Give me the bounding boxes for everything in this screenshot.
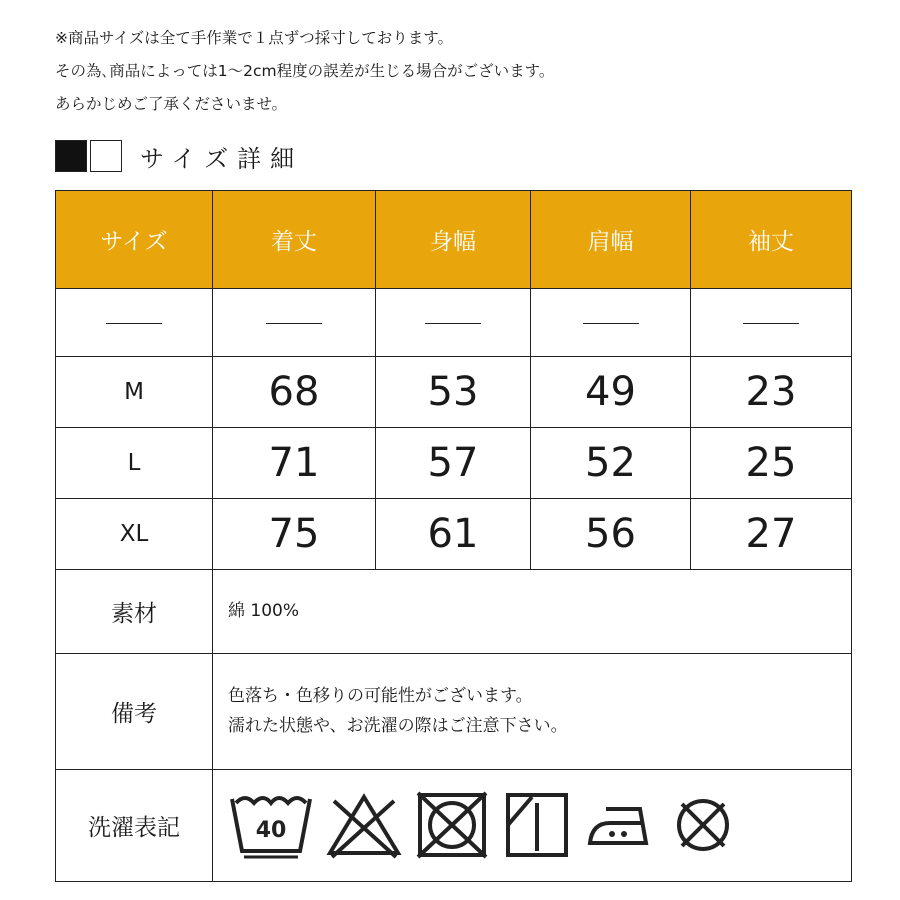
measure-value: 57: [376, 428, 531, 499]
measure-value: 27: [691, 498, 852, 569]
care-icons: [213, 789, 851, 861]
note-line: あらかじめご了承くださいませ。: [55, 95, 288, 113]
dash-cell: [213, 289, 376, 357]
header-cell: 身幅: [376, 191, 531, 289]
remarks-line: 濡れた状態や、お洗濯の際はご注意下さい。: [228, 716, 568, 737]
notes: [55, 22, 554, 121]
measure-value: 71: [213, 428, 376, 499]
dash-cell: [56, 289, 213, 357]
black-square-icon: [55, 140, 87, 172]
wash-40-icon: [228, 789, 314, 861]
measure-value: 75: [213, 498, 376, 569]
size-label: L: [56, 428, 213, 499]
no-bleach-icon: [326, 789, 402, 861]
dash-cell: [376, 289, 531, 357]
material-label: 素材: [56, 569, 213, 653]
measure-value: 25: [691, 428, 852, 499]
header-cell: 肩幅: [531, 191, 691, 289]
material-value: 綿 100%: [213, 569, 852, 653]
iron-medium-icon: [584, 789, 656, 861]
measure-value: 49: [531, 357, 691, 428]
measure-value: 52: [531, 428, 691, 499]
care-icons-cell: [213, 769, 852, 882]
section-title-label: サイズ詳細: [140, 144, 304, 173]
dash-cell: [531, 289, 691, 357]
remarks-label: 備考: [56, 654, 213, 770]
note-line: ※商品サイズは全て手作業で１点ずつ採寸しております。: [55, 29, 454, 47]
dash-cell: [691, 289, 852, 357]
white-square-icon: [90, 140, 122, 172]
table-row: [56, 498, 852, 569]
care-row: [56, 769, 852, 882]
size-label: XL: [56, 498, 213, 569]
size-label: M: [56, 357, 213, 428]
header-cell: サイズ: [56, 191, 213, 289]
measure-value: 53: [376, 357, 531, 428]
table-dash-row: [56, 289, 852, 357]
remarks-line: 色落ち・色移りの可能性がございます。: [228, 686, 533, 707]
table-row: [56, 428, 852, 499]
measure-value: 23: [691, 357, 852, 428]
measure-value: 56: [531, 498, 691, 569]
header-cell: 袖丈: [691, 191, 852, 289]
measure-value: 68: [213, 357, 376, 428]
no-dry-clean-icon: [668, 789, 738, 861]
remarks-value: [213, 654, 852, 770]
table-row: [56, 357, 852, 428]
table-header-row: [56, 191, 852, 289]
no-tumble-dry-icon: [414, 789, 490, 861]
measure-value: 61: [376, 498, 531, 569]
section-title: [55, 138, 303, 174]
line-dry-icon: [502, 789, 572, 861]
size-table: [55, 190, 852, 882]
header-cell: 着丈: [213, 191, 376, 289]
remarks-row: [56, 654, 852, 770]
note-line: その為､商品によっては1〜2cm程度の誤差が生じる場合がございます。: [55, 62, 555, 80]
care-label: 洗濯表記: [56, 769, 213, 882]
wash-temp-text: 40: [255, 818, 287, 844]
material-row: [56, 569, 852, 653]
